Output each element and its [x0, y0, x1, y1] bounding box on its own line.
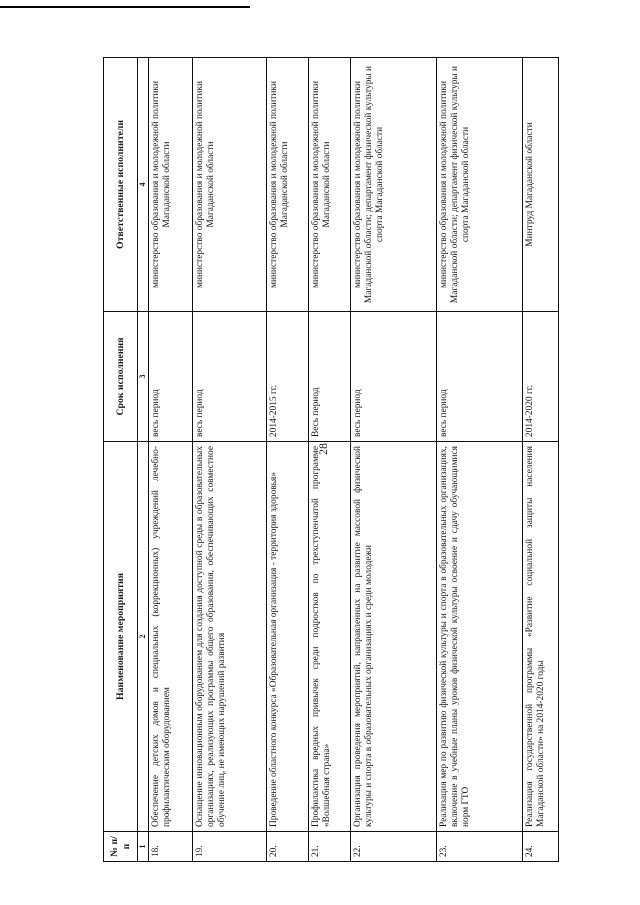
- row-number: 23.: [437, 832, 523, 862]
- deadline: весь период: [437, 312, 523, 442]
- executors: Минтруд Магаданской области: [523, 58, 559, 312]
- activity-name: Профилактика вредных привычек среди подростков по трехступенчатой программе «Волшебная страна»: [309, 442, 351, 832]
- row-number: 22.: [351, 832, 437, 862]
- table-rotated-container: [103, 58, 547, 862]
- table-row: [193, 58, 267, 862]
- header-number: № п/п: [104, 832, 138, 862]
- page-number: 28: [316, 443, 330, 455]
- activity-name: Оснащение инновационным оборудованием для создания доступной среды в образовательных организациях, реализующих программы общего образования, обеспечивающих совместное обучение лиц, не имеющих нарушений развития: [193, 442, 267, 832]
- activity-name: Обеспечение детских домов и специальных (коррекционных) учреждений лечебно-профилактическим оборудованием: [149, 442, 193, 832]
- activity-name: Реализация мер по развитию физической культуры и спорта в образовательных организациях, включение в учебные планы уроков физической культуры освоение и сдачу обучающимися норм ГТО: [437, 442, 523, 832]
- table-header-row: [104, 58, 138, 862]
- table-row: [523, 58, 559, 862]
- deadline: весь период: [351, 312, 437, 442]
- executors: министерство образования и молодежной политики Магаданской области: [193, 58, 267, 312]
- table-row: [437, 58, 523, 862]
- table-row: [267, 58, 309, 862]
- header-executors: Ответственные исполнители: [104, 58, 138, 312]
- deadline: 2014-2015 гг.: [267, 312, 309, 442]
- deadline: 2014-2020 гг.: [523, 312, 559, 442]
- rotated-table-area: [103, 58, 547, 862]
- activity-name: Организация проведения мероприятий, направленных на развитие массовой физической культуры и спорта в образовательных организациях и среди молодежи: [351, 442, 437, 832]
- row-number: 24.: [523, 832, 559, 862]
- column-number-row: [138, 58, 149, 862]
- row-number: 19.: [193, 832, 267, 862]
- deadline: Весь период: [309, 312, 351, 442]
- executors: министерство образования и молодежной политики Магаданской области: [149, 58, 193, 312]
- executors: министерство образования и молодежной политики Магаданской области: [309, 58, 351, 312]
- deadline: весь период: [193, 312, 267, 442]
- column-number: 2: [138, 442, 149, 832]
- top-margin-line: [0, 6, 250, 8]
- deadline: весь период: [149, 312, 193, 442]
- header-activity-name: Наименование мероприятия: [104, 442, 138, 832]
- row-number: 18.: [149, 832, 193, 862]
- activity-name: Проведение областного конкурса «Образовательная организация - территория здоровья»: [267, 442, 309, 832]
- row-number: 20.: [267, 832, 309, 862]
- executors: министерство образования и молодежной политики Магаданской области; департамент физической культуры и спорта Магаданской области: [351, 58, 437, 312]
- row-number: 21.: [309, 832, 351, 862]
- executors: министерство образования и молодежной политики Магаданской области; департамент физической культуры и спорта Магаданской области: [437, 58, 523, 312]
- activities-table: [103, 57, 559, 862]
- table-row: [309, 58, 351, 862]
- activity-name: Реализация государственной программы «Развитие социальной защиты населения Магаданской области» на 2014-2020 годы: [523, 442, 559, 832]
- table-row: [351, 58, 437, 862]
- executors: министерство образования и молодежной политики Магаданской области: [267, 58, 309, 312]
- column-number: 3: [138, 312, 149, 442]
- header-deadline: Срок исполнения: [104, 312, 138, 442]
- column-number: 1: [138, 832, 149, 862]
- table-row: [149, 58, 193, 862]
- column-number: 4: [138, 58, 149, 312]
